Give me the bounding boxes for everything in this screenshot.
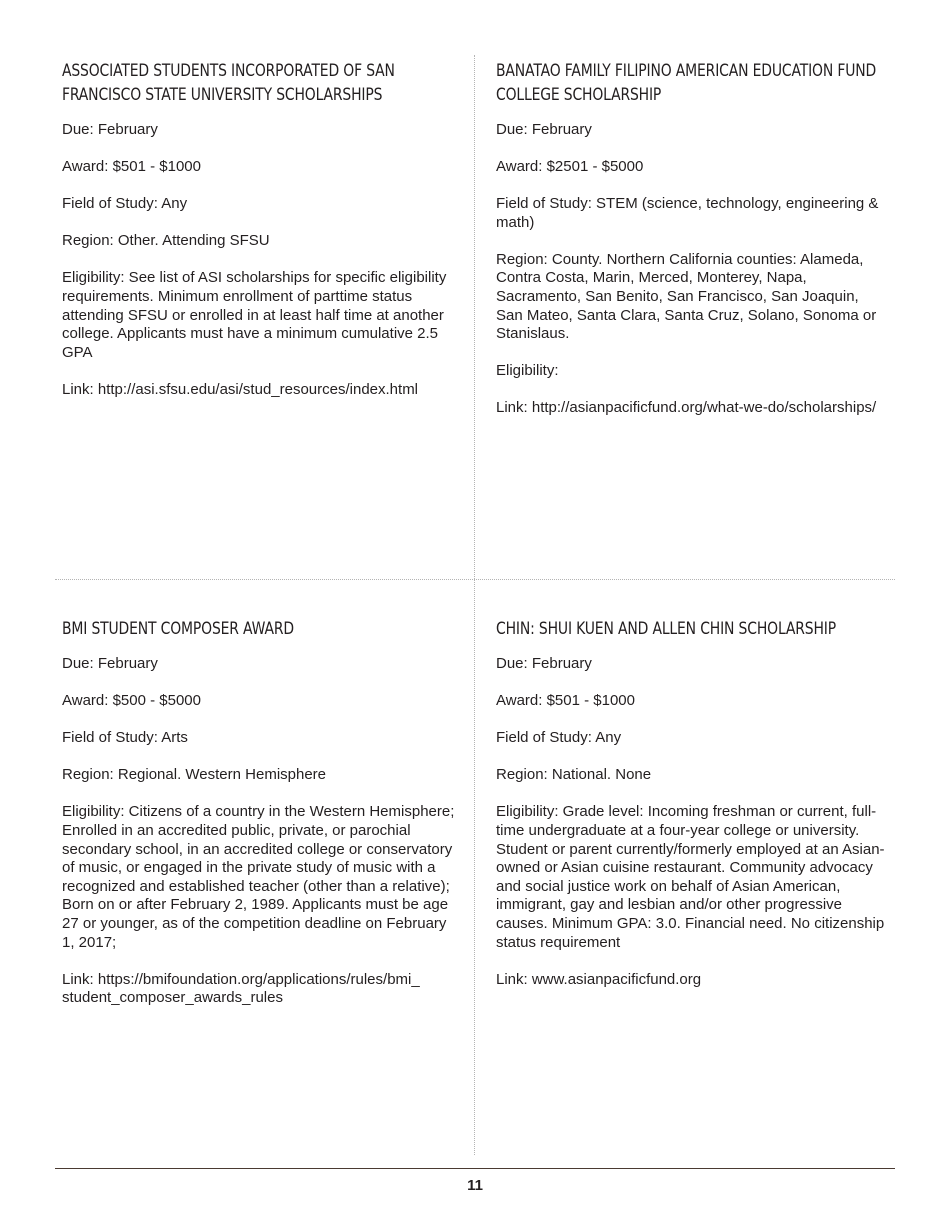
scholarship-title: CHIN: SHUI KUEN AND ALLEN CHIN SCHOLARSHIP [496,619,836,639]
eligibility: Eligibility: Citizens of a country in the Western Hemisphere; Enrolled in an accredited public, private, or parochial secondary school, in an accredited college or conservatory of music, or engaged in the private study of music with a recognized and established teacher (other than a relative); Born on or after February 2, 1989. Applicants must be age 27 or younger, as of the competition deadline on February 1, 2017; [62,803,455,951]
due-date: Due: February [496,655,592,672]
field-of-study: Field of Study: STEM (science, technology, engineering & math) [496,195,879,231]
scholarship-card [496,617,888,1008]
award-amount: Award: $2501 - $5000 [496,158,644,176]
field-of-study: Field of Study: Any [496,729,622,747]
eligibility: Eligibility: Grade level: Incoming freshman or current, full-time undergraduate at a four-year college or university. Student or parent currently/formerly employed at an Asian-owned or Asian cuisine restaurant. Community advocacy and social justice work on behalf of Asian American, immigrant, gay and lesbian and/or other progressive causes. Minimum GPA: 3.0. Financial need. No citizenship status requirement [496,803,885,951]
scholarship-link: Link: https://bmifoundation.org/applications/rules/bmi_ student_composer_awards_rules [62,970,420,1007]
scholarship-link: Link: http://asianpacificfund.org/what-we-do/scholarships/ [496,399,877,417]
region: Region: County. Northern California counties: Alameda, Contra Costa, Marin, Merced, Monterey, Napa, Sacramento, San Benito, San Francisco, San Joaquin, San Mateo, Santa Clara, Santa Cruz, Solano, Sonoma or Stanislaus. [496,250,877,343]
column-divider [474,55,475,1155]
footer-rule [55,1168,895,1169]
region: Region: National. None [496,766,652,784]
row-divider [55,579,895,580]
scholarship-card [496,59,888,437]
due-date: Due: February [62,121,158,138]
scholarship-title: ASSOCIATED STUDENTS INCORPORATED OF SAN FRANCISCO STATE UNIVERSITY SCHOLARSHIPS [62,61,395,105]
eligibility: Eligibility: [496,362,559,380]
region: Region: Other. Attending SFSU [62,232,270,250]
scholarship-title: BANATAO FAMILY FILIPINO AMERICAN EDUCATION FUND COLLEGE SCHOLARSHIP [496,61,877,105]
scholarship-title: BMI STUDENT COMPOSER AWARD [62,619,294,639]
eligibility: Eligibility: See list of ASI scholarships for specific eligibility requirements. Minimum enrollment of parttime status attending SFSU or enrolled in at least half time at another college. Applicants must have a minimum cumulative 2.5 GPA [62,269,447,361]
due-date: Due: February [62,655,158,672]
scholarship-link: Link: http://asi.sfsu.edu/asi/stud_resources/index.html [62,380,419,398]
field-of-study: Field of Study: Any [62,195,188,213]
award-amount: Award: $501 - $1000 [62,158,201,176]
page-number: 11 [467,1177,483,1194]
scholarship-card [62,59,457,418]
award-amount: Award: $500 - $5000 [62,692,201,710]
region: Region: Regional. Western Hemisphere [62,766,327,784]
award-amount: Award: $501 - $1000 [496,692,635,710]
field-of-study: Field of Study: Arts [62,729,188,747]
scholarship-card [62,617,457,1026]
scholarship-link: Link: www.asianpacificfund.org [496,970,702,988]
due-date: Due: February [496,121,592,138]
